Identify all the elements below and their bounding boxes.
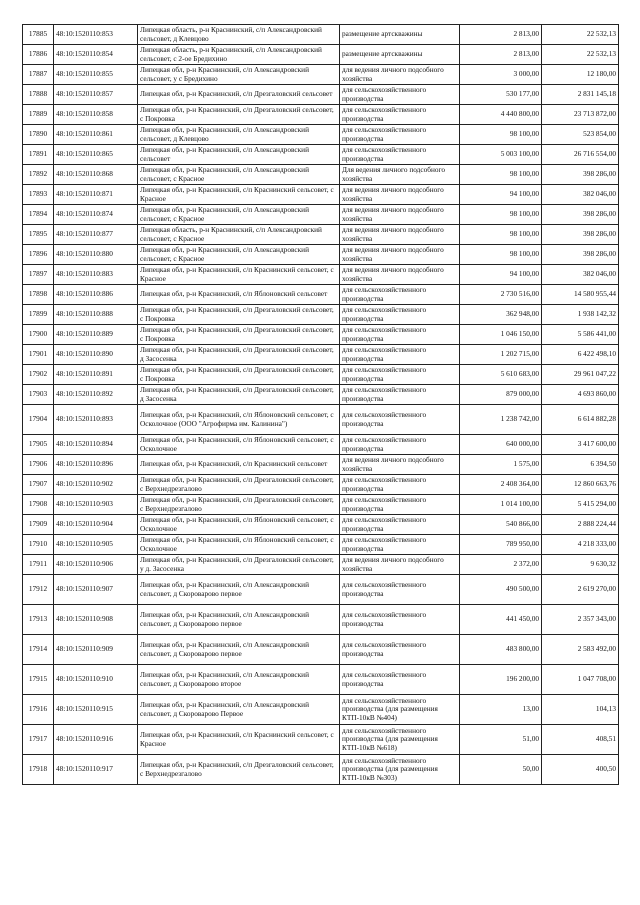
row-number-cell: 17900 [23,325,54,345]
cadastral-number-cell: 48:10:1520110:910 [54,665,138,695]
cadastral-number-cell: 48:10:1520110:858 [54,105,138,125]
row-number-cell: 17905 [23,435,54,455]
cadastral-value-cell: 6 394,50 [542,455,619,475]
address-cell: Липецкая обл, р-н Краснинский, с/п Краснинский сельсовет, с Красное [138,185,340,205]
permitted-use-cell: для сельскохозяйственного производства [340,285,460,305]
row-number-cell: 17918 [23,755,54,785]
permitted-use-cell: для сельскохозяйственного производства (для размещения КТП-10кВ №618) [340,725,460,755]
row-number-cell: 17891 [23,145,54,165]
table-row [23,85,619,105]
table-row [23,185,619,205]
area-cell: 2 813,00 [460,25,542,45]
permitted-use-cell: для сельскохозяйственного производства [340,385,460,405]
area-cell: 490 500,00 [460,575,542,605]
cadastral-number-cell: 48:10:1520110:908 [54,605,138,635]
address-cell: Липецкая обл, р-н Краснинский, с/п Дрезгаловский сельсовет, с Покровка [138,105,340,125]
table-row [23,265,619,285]
table-row [23,455,619,475]
permitted-use-cell: для ведения личного подсобного хозяйства [340,205,460,225]
address-cell: Липецкая обл, р-н Краснинский, с/п Краснинский сельсовет [138,455,340,475]
permitted-use-cell: для сельскохозяйственного производства [340,495,460,515]
permitted-use-cell: для сельскохозяйственного производства (для размещения КТП-10кВ №404) [340,695,460,725]
cadastral-value-cell: 9 630,32 [542,555,619,575]
cadastral-value-cell: 104,13 [542,695,619,725]
cadastral-value-cell: 3 417 600,00 [542,435,619,455]
table-row [23,475,619,495]
cadastral-value-cell: 6 422 498,10 [542,345,619,365]
cadastral-number-cell: 48:10:1520110:893 [54,405,138,435]
cadastral-number-cell: 48:10:1520110:905 [54,535,138,555]
area-cell: 789 950,00 [460,535,542,555]
cadastral-number-cell: 48:10:1520110:853 [54,25,138,45]
row-number-cell: 17904 [23,405,54,435]
row-number-cell: 17897 [23,265,54,285]
area-cell: 2 813,00 [460,45,542,65]
address-cell: Липецкая обл, р-н Краснинский, с/п Яблоновский сельсовет, с Осколочное (ООО "Агрофирма им. Калинина") [138,405,340,435]
permitted-use-cell: для сельскохозяйственного производства [340,515,460,535]
address-cell: Липецкая обл, р-н Краснинский, с/п Дрезгаловский сельсовет, с Покровка [138,325,340,345]
cadastral-value-cell: 382 046,00 [542,185,619,205]
cadastral-number-cell: 48:10:1520110:894 [54,435,138,455]
area-cell: 98 100,00 [460,225,542,245]
area-cell: 1 202 715,00 [460,345,542,365]
address-cell: Липецкая обл, р-н Краснинский, с/п Дрезгаловский сельсовет, д Засосенка [138,345,340,365]
permitted-use-cell: для сельскохозяйственного производства (для размещения КТП-10кВ №303) [340,755,460,785]
table-row [23,325,619,345]
table-row [23,125,619,145]
table-row [23,45,619,65]
row-number-cell: 17908 [23,495,54,515]
area-cell: 50,00 [460,755,542,785]
address-cell: Липецкая область, р-н Краснинский, с/п Александровский сельсовет, с Красное [138,225,340,245]
table-row [23,225,619,245]
area-cell: 13,00 [460,695,542,725]
area-cell: 1 575,00 [460,455,542,475]
cadastral-number-cell: 48:10:1520110:917 [54,755,138,785]
area-cell: 5 003 100,00 [460,145,542,165]
row-number-cell: 17898 [23,285,54,305]
cadastral-number-cell: 48:10:1520110:877 [54,225,138,245]
area-cell: 362 948,00 [460,305,542,325]
permitted-use-cell: для сельскохозяйственного производства [340,365,460,385]
area-cell: 1 014 100,00 [460,495,542,515]
permitted-use-cell: для сельскохозяйственного производства [340,665,460,695]
row-number-cell: 17907 [23,475,54,495]
table-row [23,385,619,405]
table-row [23,365,619,385]
table-row [23,405,619,435]
cadastral-value-cell: 26 716 554,00 [542,145,619,165]
table-row [23,605,619,635]
table-row [23,305,619,325]
permitted-use-cell: для ведения личного подсобного хозяйства [340,225,460,245]
table-row [23,435,619,455]
area-cell: 94 100,00 [460,265,542,285]
permitted-use-cell: для сельскохозяйственного производства [340,475,460,495]
cadastral-number-cell: 48:10:1520110:889 [54,325,138,345]
cadastral-value-cell: 5 586 441,00 [542,325,619,345]
permitted-use-cell: для сельскохозяйственного производства [340,105,460,125]
address-cell: Липецкая обл, р-н Краснинский, с/п Александровский сельсовет, д Скороварово первое [138,635,340,665]
row-number-cell: 17893 [23,185,54,205]
cadastral-number-cell: 48:10:1520110:868 [54,165,138,185]
cadastral-number-cell: 48:10:1520110:890 [54,345,138,365]
cadastral-number-cell: 48:10:1520110:855 [54,65,138,85]
cadastral-number-cell: 48:10:1520110:857 [54,85,138,105]
cadastral-value-cell: 1 938 142,32 [542,305,619,325]
cadastral-value-cell: 14 580 955,44 [542,285,619,305]
row-number-cell: 17887 [23,65,54,85]
table-row [23,25,619,45]
cadastral-number-cell: 48:10:1520110:903 [54,495,138,515]
cadastral-value-cell: 398 286,00 [542,205,619,225]
permitted-use-cell: для сельскохозяйственного производства [340,435,460,455]
document-page [22,24,618,785]
cadastral-number-cell: 48:10:1520110:865 [54,145,138,165]
cadastral-value-cell: 382 046,00 [542,265,619,285]
address-cell: Липецкая обл, р-н Краснинский, с/п Александровский сельсовет, с Красное [138,165,340,185]
address-cell: Липецкая обл, р-н Краснинский, с/п Александровский сельсовет, д Скороварово первое [138,605,340,635]
row-number-cell: 17914 [23,635,54,665]
row-number-cell: 17888 [23,85,54,105]
cadastral-value-cell: 398 286,00 [542,165,619,185]
address-cell: Липецкая обл, р-н Краснинский, с/п Яблоновский сельсовет, с Осколочное [138,535,340,555]
row-number-cell: 17910 [23,535,54,555]
row-number-cell: 17911 [23,555,54,575]
cadastral-value-cell: 400,50 [542,755,619,785]
area-cell: 441 450,00 [460,605,542,635]
cadastral-value-cell: 1 047 708,00 [542,665,619,695]
address-cell: Липецкая обл, р-н Краснинский, с/п Александровский сельсовет, с Красное [138,205,340,225]
address-cell: Липецкая обл, р-н Краснинский, с/п Дрезгаловский сельсовет, с Верхнедрезгалово [138,495,340,515]
permitted-use-cell: для сельскохозяйственного производства [340,605,460,635]
cadastral-number-cell: 48:10:1520110:883 [54,265,138,285]
address-cell: Липецкая обл, р-н Краснинский, с/п Дрезгаловский сельсовет, с Покровка [138,305,340,325]
table-row [23,105,619,125]
table-row [23,555,619,575]
cadastral-number-cell: 48:10:1520110:861 [54,125,138,145]
address-cell: Липецкая обл, р-н Краснинский, с/п Яблоновский сельсовет, с Осколочное [138,435,340,455]
cadastral-value-cell: 2 831 145,18 [542,85,619,105]
address-cell: Липецкая обл, р-н Краснинский, с/п Дрезгаловский сельсовет, с Покровка [138,365,340,385]
row-number-cell: 17902 [23,365,54,385]
table-row [23,725,619,755]
cadastral-number-cell: 48:10:1520110:891 [54,365,138,385]
permitted-use-cell: для сельскохозяйственного производства [340,125,460,145]
row-number-cell: 17906 [23,455,54,475]
table-row [23,285,619,305]
permitted-use-cell: для ведения личного подсобного хозяйства [340,185,460,205]
cadastral-number-cell: 48:10:1520110:892 [54,385,138,405]
permitted-use-cell: для ведения личного подсобного хозяйства [340,265,460,285]
row-number-cell: 17901 [23,345,54,365]
address-cell: Липецкая обл, р-н Краснинский, с/п Александровский сельсовет [138,145,340,165]
cadastral-number-cell: 48:10:1520110:888 [54,305,138,325]
cadastral-number-cell: 48:10:1520110:909 [54,635,138,665]
row-number-cell: 17896 [23,245,54,265]
address-cell: Липецкая обл, р-н Краснинский, с/п Александровский сельсовет, с Красное [138,245,340,265]
address-cell: Липецкая область, р-н Краснинский, с/п Александровский сельсовет, д Клевцово [138,25,340,45]
cadastral-value-cell: 398 286,00 [542,225,619,245]
row-number-cell: 17890 [23,125,54,145]
row-number-cell: 17899 [23,305,54,325]
area-cell: 3 000,00 [460,65,542,85]
area-cell: 196 200,00 [460,665,542,695]
address-cell: Липецкая обл, р-н Краснинский, с/п Дрезгаловский сельсовет, у д. Засосенка [138,555,340,575]
row-number-cell: 17889 [23,105,54,125]
cadastral-value-cell: 12 860 663,76 [542,475,619,495]
cadastral-value-cell: 6 614 882,28 [542,405,619,435]
area-cell: 879 000,00 [460,385,542,405]
table-row [23,665,619,695]
cadastral-value-cell: 2 619 270,00 [542,575,619,605]
address-cell: Липецкая обл, р-н Краснинский, с/п Александровский сельсовет, д Скороварово второе [138,665,340,695]
row-number-cell: 17885 [23,25,54,45]
area-cell: 640 000,00 [460,435,542,455]
cadastral-value-cell: 5 415 294,00 [542,495,619,515]
address-cell: Липецкая обл, р-н Краснинский, с/п Дрезгаловский сельсовет, д Засосенка [138,385,340,405]
area-cell: 98 100,00 [460,245,542,265]
area-cell: 4 440 800,00 [460,105,542,125]
permitted-use-cell: для сельскохозяйственного производства [340,535,460,555]
table-row [23,515,619,535]
cadastral-number-cell: 48:10:1520110:907 [54,575,138,605]
permitted-use-cell: для сельскохозяйственного производства [340,325,460,345]
cadastral-value-cell: 398 286,00 [542,245,619,265]
cadastral-value-cell: 4 218 333,00 [542,535,619,555]
cadastral-value-cell: 12 180,00 [542,65,619,85]
permitted-use-cell: для сельскохозяйственного производства [340,635,460,665]
cadastral-number-cell: 48:10:1520110:902 [54,475,138,495]
permitted-use-cell: для сельскохозяйственного производства [340,405,460,435]
permitted-use-cell: для сельскохозяйственного производства [340,345,460,365]
table-row [23,245,619,265]
cadastral-value-table [22,24,619,785]
area-cell: 530 177,00 [460,85,542,105]
permitted-use-cell: размещение артскважины [340,25,460,45]
table-row [23,535,619,555]
address-cell: Липецкая обл, р-н Краснинский, с/п Александровский сельсовет, у с Бредихино [138,65,340,85]
area-cell: 51,00 [460,725,542,755]
area-cell: 540 866,00 [460,515,542,535]
row-number-cell: 17909 [23,515,54,535]
table-row [23,575,619,605]
cadastral-number-cell: 48:10:1520110:904 [54,515,138,535]
area-cell: 1 046 150,00 [460,325,542,345]
area-cell: 483 800,00 [460,635,542,665]
address-cell: Липецкая обл, р-н Краснинский, с/п Дрезгаловский сельсовет [138,85,340,105]
address-cell: Липецкая обл, р-н Краснинский, с/п Яблоновский сельсовет, с Осколочное [138,515,340,535]
table-row [23,205,619,225]
address-cell: Липецкая обл, р-н Краснинский, с/п Дрезгаловский сельсовет, с Верхнедрезгалово [138,475,340,495]
cadastral-value-cell: 22 532,13 [542,25,619,45]
table-row [23,145,619,165]
table-row [23,695,619,725]
area-cell: 2 730 516,00 [460,285,542,305]
area-cell: 98 100,00 [460,165,542,185]
permitted-use-cell: размещение артскважины [340,45,460,65]
cadastral-value-cell: 408,51 [542,725,619,755]
row-number-cell: 17895 [23,225,54,245]
cadastral-value-cell: 4 693 860,00 [542,385,619,405]
table-row [23,345,619,365]
cadastral-number-cell: 48:10:1520110:886 [54,285,138,305]
address-cell: Липецкая обл, р-н Краснинский, с/п Краснинский сельсовет, с Красное [138,265,340,285]
table-row [23,165,619,185]
address-cell: Липецкая обл, р-н Краснинский, с/п Краснинский сельсовет, с Красное [138,725,340,755]
row-number-cell: 17886 [23,45,54,65]
row-number-cell: 17903 [23,385,54,405]
permitted-use-cell: Для ведения личного подсобного хозяйства [340,165,460,185]
cadastral-number-cell: 48:10:1520110:896 [54,455,138,475]
table-body [23,25,619,785]
address-cell: Липецкая обл, р-н Краснинский, с/п Александровский сельсовет, д Клевцово [138,125,340,145]
address-cell: Липецкая обл, р-н Краснинский, с/п Яблоновский сельсовет [138,285,340,305]
cadastral-number-cell: 48:10:1520110:915 [54,695,138,725]
cadastral-value-cell: 23 713 872,00 [542,105,619,125]
address-cell: Липецкая область, р-н Краснинский, с/п Александровский сельсовет, с 2-ое Бредихино [138,45,340,65]
cadastral-number-cell: 48:10:1520110:854 [54,45,138,65]
permitted-use-cell: для сельскохозяйственного производства [340,145,460,165]
cadastral-number-cell: 48:10:1520110:880 [54,245,138,265]
row-number-cell: 17913 [23,605,54,635]
cadastral-number-cell: 48:10:1520110:871 [54,185,138,205]
permitted-use-cell: для ведения личного подсобного хозяйства [340,245,460,265]
area-cell: 2 408 364,00 [460,475,542,495]
permitted-use-cell: для ведения личного подсобного хозяйства [340,455,460,475]
cadastral-value-cell: 523 854,00 [542,125,619,145]
row-number-cell: 17892 [23,165,54,185]
row-number-cell: 17915 [23,665,54,695]
row-number-cell: 17917 [23,725,54,755]
permitted-use-cell: для сельскохозяйственного производства [340,305,460,325]
permitted-use-cell: для ведения личного подсобного хозяйства [340,65,460,85]
row-number-cell: 17912 [23,575,54,605]
table-row [23,755,619,785]
table-row [23,635,619,665]
cadastral-number-cell: 48:10:1520110:916 [54,725,138,755]
row-number-cell: 17894 [23,205,54,225]
cadastral-value-cell: 22 532,13 [542,45,619,65]
area-cell: 5 610 683,00 [460,365,542,385]
table-row [23,65,619,85]
cadastral-number-cell: 48:10:1520110:874 [54,205,138,225]
cadastral-value-cell: 2 888 224,44 [542,515,619,535]
cadastral-value-cell: 2 583 492,00 [542,635,619,665]
area-cell: 98 100,00 [460,205,542,225]
permitted-use-cell: для сельскохозяйственного производства [340,85,460,105]
address-cell: Липецкая обл, р-н Краснинский, с/п Александровский сельсовет, д Скороварово первое [138,575,340,605]
area-cell: 94 100,00 [460,185,542,205]
table-row [23,495,619,515]
row-number-cell: 17916 [23,695,54,725]
area-cell: 2 372,00 [460,555,542,575]
permitted-use-cell: для сельскохозяйственного производства [340,575,460,605]
area-cell: 1 238 742,00 [460,405,542,435]
address-cell: Липецкая обл, р-н Краснинский, с/п Александровский сельсовет, д Скороварово Первое [138,695,340,725]
permitted-use-cell: для ведения личного подсобного хозяйства [340,555,460,575]
address-cell: Липецкая обл, р-н Краснинский, с/п Дрезгаловский сельсовет, с Верхнедрезгалово [138,755,340,785]
cadastral-number-cell: 48:10:1520110:906 [54,555,138,575]
area-cell: 98 100,00 [460,125,542,145]
cadastral-value-cell: 29 961 047,22 [542,365,619,385]
cadastral-value-cell: 2 357 343,00 [542,605,619,635]
